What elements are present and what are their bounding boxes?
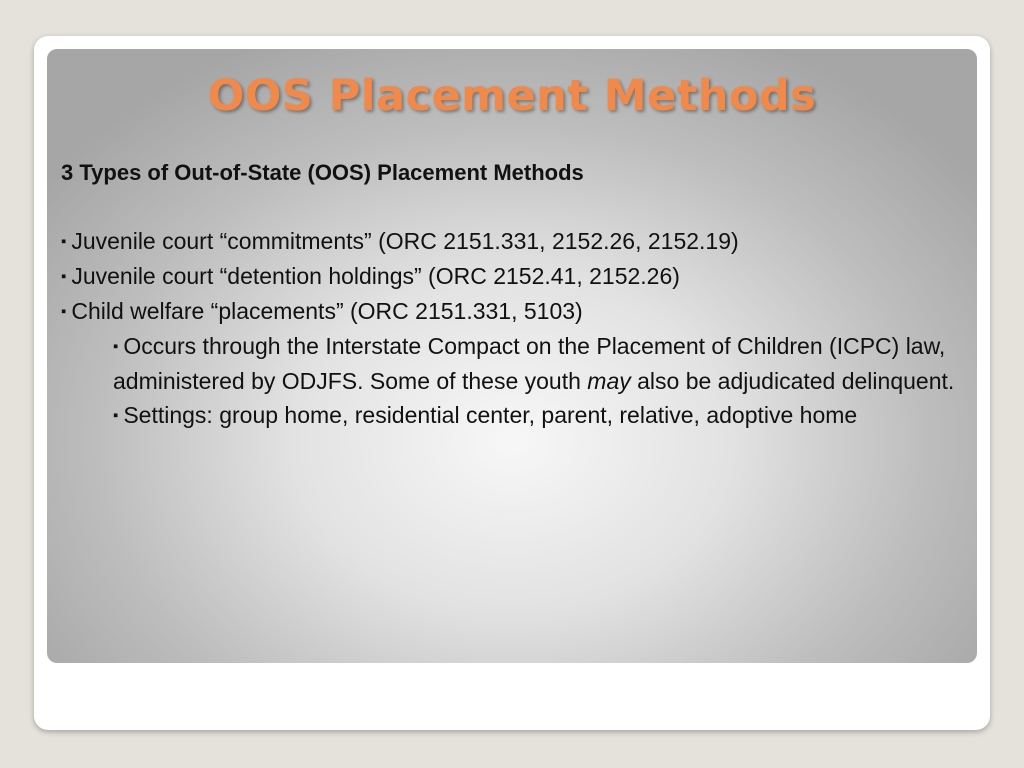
slide-subtitle: 3 Types of Out-of-State (OOS) Placement Methods <box>61 160 584 185</box>
slide-title: OOS Placement Methods <box>207 71 817 121</box>
sub-bullet-text: Settings: group home, residential center, parent, relative, adoptive home <box>123 402 858 428</box>
square-bullet-icon: ▪ <box>113 407 119 424</box>
bullet-text: Juvenile court “commitments” (ORC 2151.331, 2152.26, 2152.19) <box>71 228 739 254</box>
sub-bullet-list <box>113 329 971 433</box>
sub-bullet-emphasis: may <box>587 368 631 394</box>
square-bullet-icon: ▪ <box>61 303 67 320</box>
bullet-item <box>61 224 971 259</box>
sub-bullet-text-start: Occurs through the Interstate Compact on the Placement of Children (ICPC) law, administered by ODJFS. Some of these youth <box>113 333 946 394</box>
square-bullet-icon: ▪ <box>61 233 67 250</box>
bullet-item <box>61 259 971 294</box>
bullet-text: Juvenile court “detention holdings” (ORC 2152.41, 2152.26) <box>71 263 680 289</box>
square-bullet-icon: ▪ <box>61 268 67 285</box>
sub-bullet-item <box>113 329 971 398</box>
sub-bullet-item <box>113 398 971 433</box>
content-panel <box>47 49 977 663</box>
bullet-item <box>61 294 971 329</box>
slide-body <box>61 156 971 433</box>
slide-card <box>34 36 990 730</box>
sub-bullet-text-end: also be adjudicated delinquent. <box>630 368 955 394</box>
bullet-text: Child welfare “placements” (ORC 2151.331, 5103) <box>71 298 583 324</box>
square-bullet-icon: ▪ <box>113 338 119 355</box>
